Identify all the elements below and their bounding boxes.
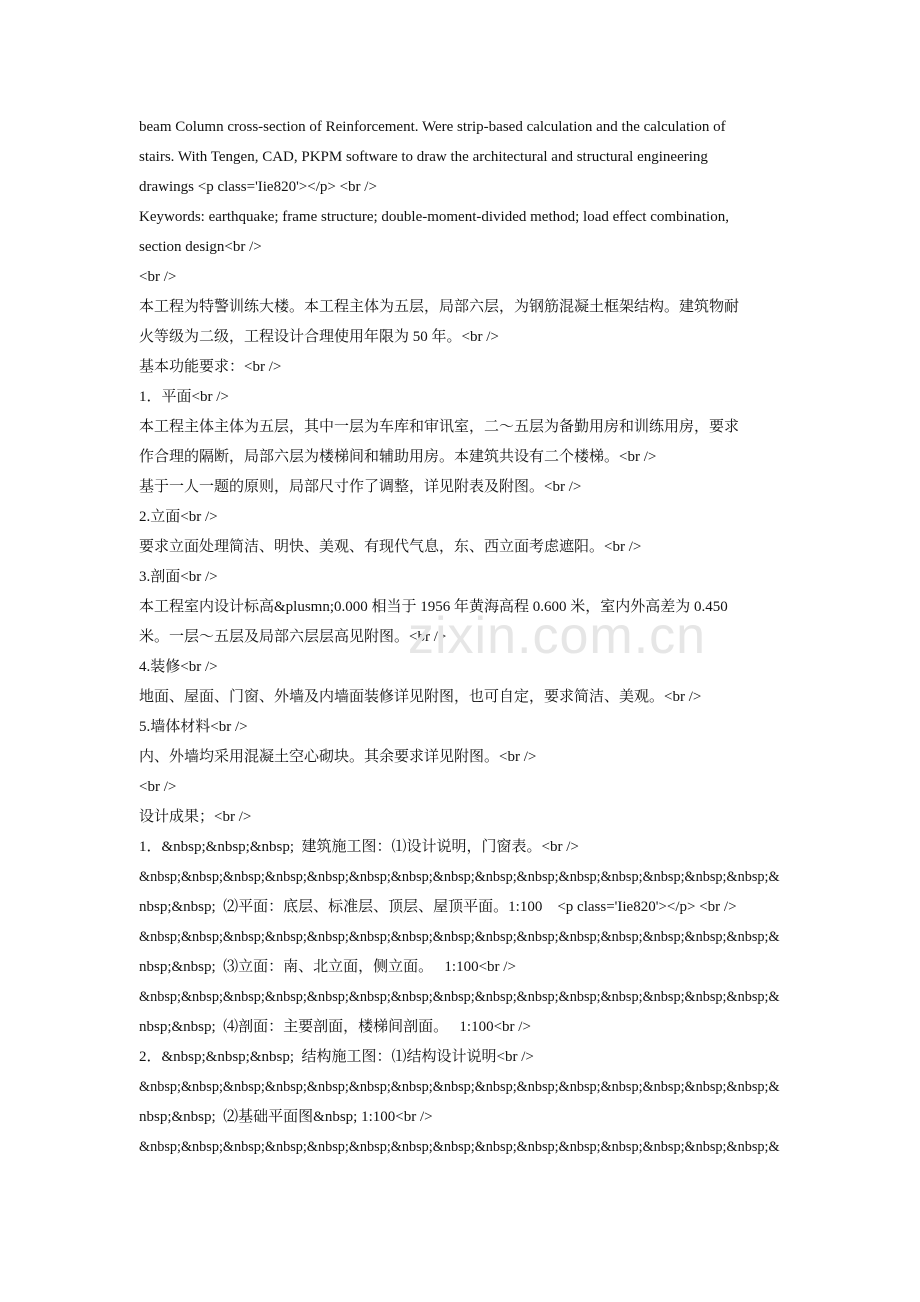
text-line: <br />	[139, 779, 177, 795]
text-line: 本工程室内设计标高&plusmn;0.000 相当于 1956 年黄海高程 0.600 米，室内外高差为 0.450	[139, 599, 728, 615]
text-line: 内、外墙均采用混凝土空心砌块。其余要求详见附图。<br />	[139, 749, 537, 765]
text-line: section design<br />	[139, 239, 262, 255]
text-line: 4.装修<br />	[139, 659, 218, 675]
text-line: 基于一人一题的原则，局部尺寸作了调整，详见附表及附图。<br />	[139, 479, 582, 495]
text-line: 基本功能要求：<br />	[139, 359, 282, 375]
text-line: 1．&nbsp;&nbsp;&nbsp; 建筑施工图：⑴设计说明，门窗表。<br />	[139, 839, 579, 855]
text-line: 本工程为特警训练大楼。本工程主体为五层，局部六层，为钢筋混凝土框架结构。建筑物耐	[139, 299, 740, 315]
text-line: <br />	[139, 269, 177, 285]
text-line: &nbsp;&nbsp;&nbsp;&nbsp;&nbsp;&nbsp;&nbsp;&nbsp;&nbsp;&nbsp;&nbsp;&nbsp;&nbsp;&nbsp;&nbsp;&	[139, 869, 780, 885]
text-line: 本工程主体主体为五层，其中一层为车库和审讯室，二～五层为备勤用房和训练用房，要求	[139, 419, 740, 435]
text-line: stairs. With Tengen, CAD, PKPM software to draw the architectural and structural engineering	[139, 149, 708, 165]
text-line: nbsp;&nbsp; ⑵平面：底层、标准层、顶层、屋顶平面。1:100 <p class='Iie820'></p> <br />	[139, 899, 737, 915]
text-line: 要求立面处理简洁、明快、美观、有现代气息，东、西立面考虑遮阳。<br />	[139, 539, 642, 555]
text-line: nbsp;&nbsp; ⑶立面：南、北立面，侧立面。 1:100<br />	[139, 959, 516, 975]
text-line: &nbsp;&nbsp;&nbsp;&nbsp;&nbsp;&nbsp;&nbsp;&nbsp;&nbsp;&nbsp;&nbsp;&nbsp;&nbsp;&nbsp;&nbsp;&	[139, 929, 780, 945]
text-line: 米。一层～五层及局部六层层高见附图。<br />	[139, 629, 447, 645]
text-line: &nbsp;&nbsp;&nbsp;&nbsp;&nbsp;&nbsp;&nbsp;&nbsp;&nbsp;&nbsp;&nbsp;&nbsp;&nbsp;&nbsp;&nbsp;&	[139, 1139, 780, 1155]
text-line: 地面、屋面、门窗、外墙及内墙面装修详见附图，也可自定，要求简洁、美观。<br />	[139, 689, 702, 705]
text-line: 作合理的隔断，局部六层为楼梯间和辅助用房。本建筑共设有二个楼梯。<br />	[139, 449, 657, 465]
document-body	[139, 112, 789, 1162]
text-line: 设计成果；<br />	[139, 809, 252, 825]
text-line: 火等级为二级，工程设计合理使用年限为 50 年。<br />	[139, 329, 499, 345]
text-line: nbsp;&nbsp; ⑷剖面：主要剖面，楼梯间剖面。 1:100<br />	[139, 1019, 531, 1035]
text-line: 1．平面<br />	[139, 389, 229, 405]
watermark: zixin.com.cn	[408, 607, 707, 665]
text-line: 2．&nbsp;&nbsp;&nbsp; 结构施工图：⑴结构设计说明<br />	[139, 1049, 534, 1065]
text-line: nbsp;&nbsp; ⑵基础平面图&nbsp; 1:100<br />	[139, 1109, 433, 1125]
text-line: 5.墙体材料<br />	[139, 719, 248, 735]
text-line: 3.剖面<br />	[139, 569, 218, 585]
text-line: Keywords: earthquake; frame structure; double-moment-divided method; load effect combination,	[139, 209, 729, 225]
text-line: drawings <p class='Iie820'></p> <br />	[139, 179, 377, 195]
text-line: 2.立面<br />	[139, 509, 218, 525]
text-line: beam Column cross-section of Reinforcement. Were strip-based calculation and the calculation of	[139, 119, 726, 135]
text-line: &nbsp;&nbsp;&nbsp;&nbsp;&nbsp;&nbsp;&nbsp;&nbsp;&nbsp;&nbsp;&nbsp;&nbsp;&nbsp;&nbsp;&nbsp;&	[139, 1079, 780, 1095]
text-line: &nbsp;&nbsp;&nbsp;&nbsp;&nbsp;&nbsp;&nbsp;&nbsp;&nbsp;&nbsp;&nbsp;&nbsp;&nbsp;&nbsp;&nbsp;&	[139, 989, 780, 1005]
